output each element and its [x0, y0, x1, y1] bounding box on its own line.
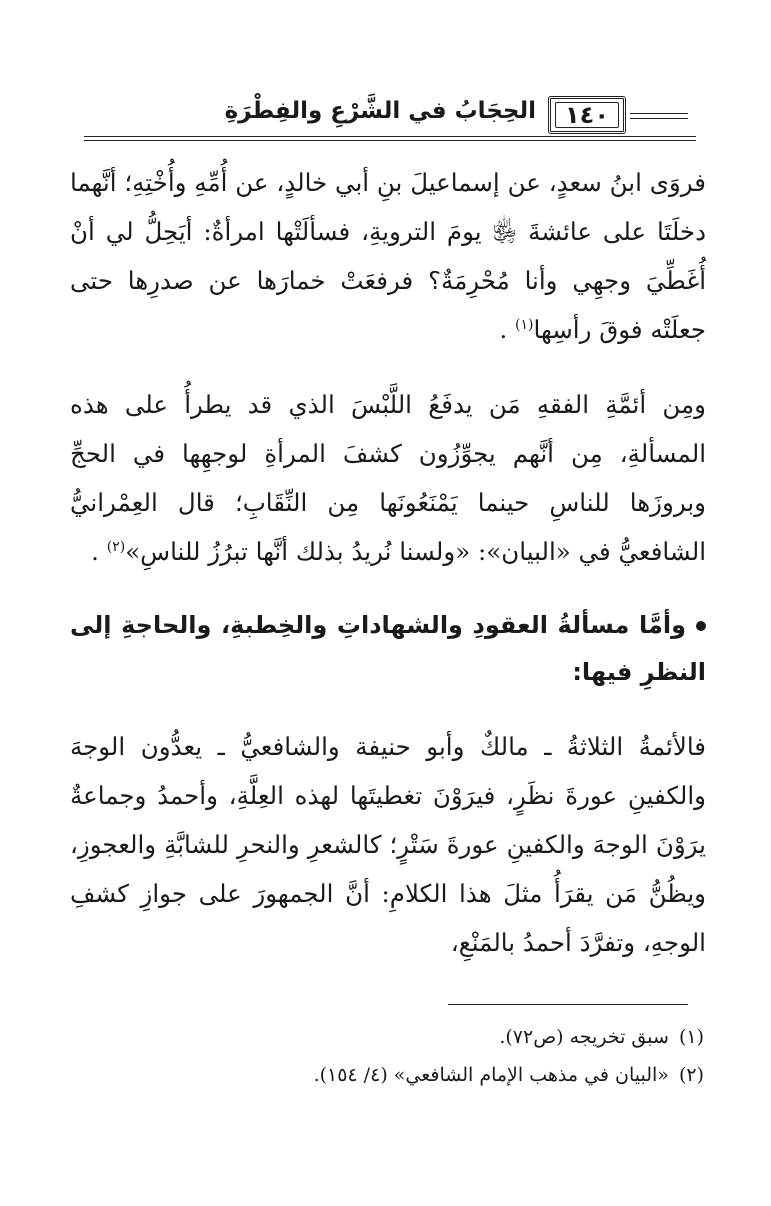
footnotes: [70, 1018, 704, 1094]
running-title: الحِجَابُ في الشَّرْعِ والفِطْرَةِ: [224, 98, 536, 124]
page-number: ١٤٠: [565, 101, 609, 129]
paragraph-1-text: فروَى ابنُ سعدٍ، عن إسماعيلَ بنِ أبي خالدٍ، عن أُمِّهِ وأُخْتِهِ؛ أنَّهما دخلَتَا على عائشةَ ﵂ يومَ الترويةِ، فسألَتْها امرأةٌ: أيَحِلُّ لي أنْ أُغَطِّيَ وجهِي وأنا مُحْرِمَةٌ؟ فرفعَتْ خمارَها عن صدرِها حتى جعلَتْه فوقَ رأسِها: [70, 168, 706, 344]
footnote-2: [70, 1056, 704, 1094]
paragraph-3: فالأئمةُ الثلاثةُ ـ مالكٌ وأبو حنيفة والشافعيُّ ـ يعدُّون الوجهَ والكفينِ عورةَ نظَرٍ، فيرَوْنَ تغطيتَها لهذه العِلَّةِ، وأحمدُ وجماعةٌ يرَوْنَ الوجهَ والكفينِ عورةَ سَتْرٍ؛ كالشعرِ والنحرِ للشابَّةِ والعجوزِ، ويظُنُّ مَن يقرَأُ مثلَ هذا الكلامِ: أنَّ الجمهورَ على جوازِ كشفِ الوجهِ، وتفرَّدَ أحمدُ بالمَنْعِ،: [70, 732, 706, 957]
header-divider: [84, 140, 696, 141]
section-heading: [70, 602, 706, 696]
footnote-ref-1[interactable]: (١): [515, 316, 534, 333]
footnote-1: [70, 1018, 704, 1056]
main-text: [70, 158, 706, 967]
header-ornament-rule: [630, 113, 688, 114]
footnote-1-text: سبق تخريجه (ص٧٢).: [499, 1026, 669, 1048]
footnote-2-mark: (٢): [678, 1064, 704, 1086]
paragraph-2: [70, 380, 706, 576]
paragraph-2-text: ومِن أئمَّةِ الفقهِ مَن يدفَعُ اللَّبْسَ الذي قد يطرأُ على هذه المسألةِ، مِن أنَّهم يجوِّزُون كشفَ المرأةِ لوجهِها في الحجِّ وبروزَها للناسِ حينما يَمْنَعُونَها مِن النِّقَابِ؛ قال العِمْرانيُّ الشافعيُّ في «البيان»: «ولسنا نُريدُ بذلك أنَّها تبرُزُ للناسِ»: [70, 390, 706, 566]
bullet-icon: [696, 621, 706, 631]
section-heading-text: وأمَّا مسألةُ العقودِ والشهاداتِ والخِطبةِ، والحاجةِ إلى النظرِ فيها:: [70, 611, 706, 686]
page-number-frame: [548, 96, 626, 134]
footnote-separator: [448, 1004, 688, 1005]
header-divider: [84, 136, 696, 137]
footnote-ref-2[interactable]: (٢): [106, 538, 126, 555]
header-ornament-rule: [630, 118, 688, 119]
paragraph-1: [70, 158, 706, 354]
footnote-2-text: «البيان في مذهب الإمام الشافعي» (٤/ ١٥٤).: [313, 1064, 669, 1086]
paragraph-1-end: .: [499, 315, 516, 344]
page-header: [84, 92, 696, 140]
footnote-1-mark: (١): [678, 1026, 704, 1048]
paragraph-2-end: .: [91, 537, 107, 566]
